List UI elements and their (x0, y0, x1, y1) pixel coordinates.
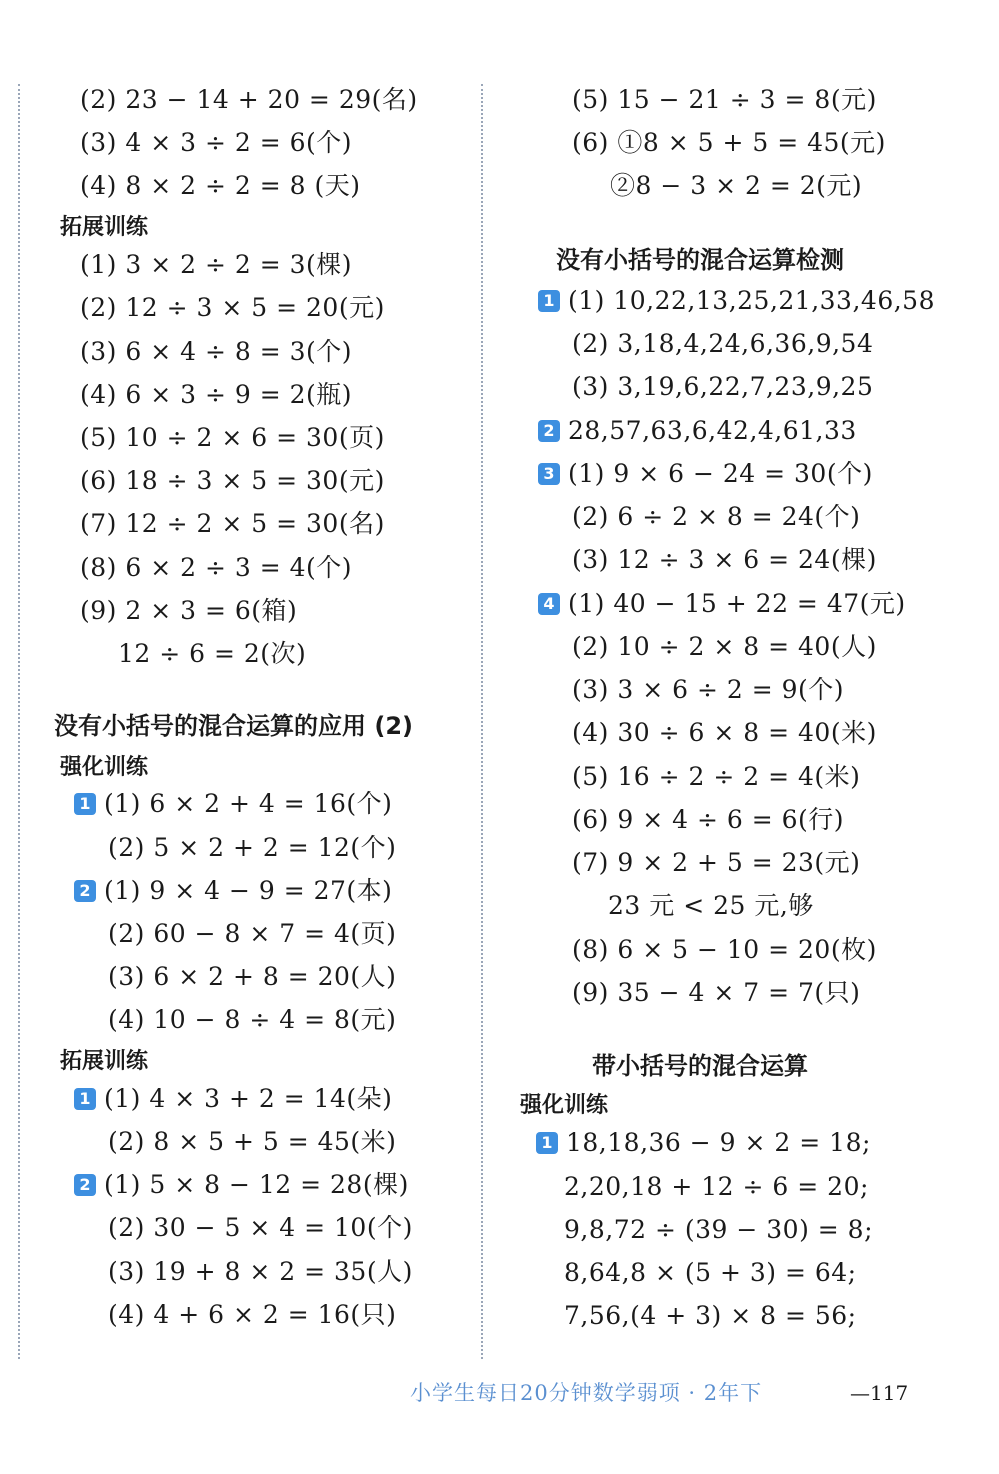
answer-line: 23 元 < 25 元,够 (608, 891, 814, 920)
answer-line: (2) 23 − 14 + 20 = 29(名) (80, 85, 418, 114)
section-title: 带小括号的混合运算 (592, 1052, 808, 1080)
section-heading-practice: 强化训练 (520, 1093, 609, 1118)
answer-line: (6) 9 × 4 ÷ 6 = 6(行) (572, 805, 845, 834)
answer-line: (2) 6 ÷ 2 × 8 = 24(个) (572, 502, 861, 531)
answer-line: (4) 10 − 8 ÷ 4 = 8(元) (108, 1005, 397, 1034)
answer-line: 2 (1) 9 × 4 − 9 = 27(本) (74, 873, 392, 909)
answer-line: ②8 − 3 × 2 = 2(元) (610, 171, 863, 200)
answer-line: 4 (1) 40 − 15 + 22 = 47(元) (538, 586, 906, 622)
question-number-badge: 2 (74, 1174, 96, 1196)
answer-line: (6) ①8 × 5 + 5 = 45(元) (572, 128, 886, 157)
section-heading-extension: 拓展训练 (60, 1049, 149, 1074)
answer-line: 9,8,72 ÷ (39 − 30) = 8; (564, 1215, 873, 1244)
answer-line: (2) 8 × 5 + 5 = 45(米) (108, 1127, 397, 1156)
answer-line: 1 (1) 10,22,13,25,21,33,46,58 (538, 283, 935, 319)
answer-line: (2) 10 ÷ 2 × 8 = 40(人) (572, 632, 877, 661)
answer-line: (2) 5 × 2 + 2 = 12(个) (108, 833, 397, 862)
answer-line: 8,64,8 × (5 + 3) = 64; (564, 1258, 857, 1287)
answer-line: (3) 12 ÷ 3 × 6 = 24(棵) (572, 545, 877, 574)
section-heading-extension: 拓展训练 (60, 215, 149, 240)
answer-line: (5) 10 ÷ 2 × 6 = 30(页) (80, 423, 385, 452)
answer-line: (1) 3 × 2 ÷ 2 = 3(棵) (80, 250, 353, 279)
answer-line: (7) 9 × 2 + 5 = 23(元) (572, 848, 861, 877)
answer-line: (3) 3,19,6,22,7,23,9,25 (572, 372, 874, 401)
answer-line: (7) 12 ÷ 2 × 5 = 30(名) (80, 509, 385, 538)
answer-line: (2) 3,18,4,24,6,36,9,54 (572, 329, 874, 358)
answer-line: (6) 18 ÷ 3 × 5 = 30(元) (80, 466, 385, 495)
question-number-badge: 1 (536, 1132, 558, 1154)
answer-line: (3) 6 × 4 ÷ 8 = 3(个) (80, 337, 353, 366)
page-number: —117 (850, 1381, 909, 1405)
answer-line: 1 (1) 6 × 2 + 4 = 16(个) (74, 786, 392, 822)
answer-line: (3) 3 × 6 ÷ 2 = 9(个) (572, 675, 845, 704)
answer-line: 2 (1) 5 × 8 − 12 = 28(棵) (74, 1167, 409, 1203)
question-number-badge: 1 (74, 793, 96, 815)
answer-line: 1 (1) 4 × 3 + 2 = 14(朵) (74, 1081, 392, 1117)
answer-line: (4) 6 × 3 ÷ 9 = 2(瓶) (80, 380, 353, 409)
answer-line: (4) 4 + 6 × 2 = 16(只) (108, 1300, 397, 1329)
answer-line: 7,56,(4 + 3) × 8 = 56; (564, 1301, 857, 1330)
section-heading-practice: 强化训练 (60, 755, 149, 780)
question-number-badge: 3 (538, 463, 560, 485)
answer-line: (5) 15 − 21 ÷ 3 = 8(元) (572, 85, 877, 114)
question-number-badge: 4 (538, 593, 560, 615)
answer-line: (4) 8 × 2 ÷ 2 = 8 (天) (80, 171, 361, 200)
answer-line: (9) 2 × 3 = 6(箱) (80, 596, 298, 625)
section-title: 没有小括号的混合运算的应用 (2) (54, 712, 413, 740)
answer-line: (8) 6 × 2 ÷ 3 = 4(个) (80, 553, 353, 582)
question-number-badge: 1 (538, 290, 560, 312)
answer-line: (3) 4 × 3 ÷ 2 = 6(个) (80, 128, 353, 157)
answer-line: (8) 6 × 5 − 10 = 20(枚) (572, 935, 877, 964)
answer-line: (2) 60 − 8 × 7 = 4(页) (108, 919, 397, 948)
answer-line: 3 (1) 9 × 6 − 24 = 30(个) (538, 456, 873, 492)
question-number-badge: 1 (74, 1088, 96, 1110)
answer-line: 12 ÷ 6 = 2(次) (118, 639, 307, 668)
answer-line: 2,20,18 + 12 ÷ 6 = 20; (564, 1172, 869, 1201)
answer-line: 1 18,18,36 − 9 × 2 = 18; (536, 1125, 871, 1161)
answer-line: (2) 12 ÷ 3 × 5 = 20(元) (80, 293, 385, 322)
answer-line: (3) 6 × 2 + 8 = 20(人) (108, 962, 397, 991)
question-number-badge: 2 (74, 880, 96, 902)
footer-book-title: 小学生每日20分钟数学弱项 · 2年下 (410, 1381, 763, 1405)
answer-line: (5) 16 ÷ 2 ÷ 2 = 4(米) (572, 762, 861, 791)
answer-line: 2 28,57,63,6,42,4,61,33 (538, 413, 857, 449)
answer-line: (2) 30 − 5 × 4 = 10(个) (108, 1213, 413, 1242)
section-title: 没有小括号的混合运算检测 (556, 246, 844, 274)
answer-line: (9) 35 − 4 × 7 = 7(只) (572, 978, 861, 1007)
answer-line: (3) 19 + 8 × 2 = 35(人) (108, 1257, 413, 1286)
answer-line: (4) 30 ÷ 6 × 8 = 40(米) (572, 718, 877, 747)
question-number-badge: 2 (538, 420, 560, 442)
